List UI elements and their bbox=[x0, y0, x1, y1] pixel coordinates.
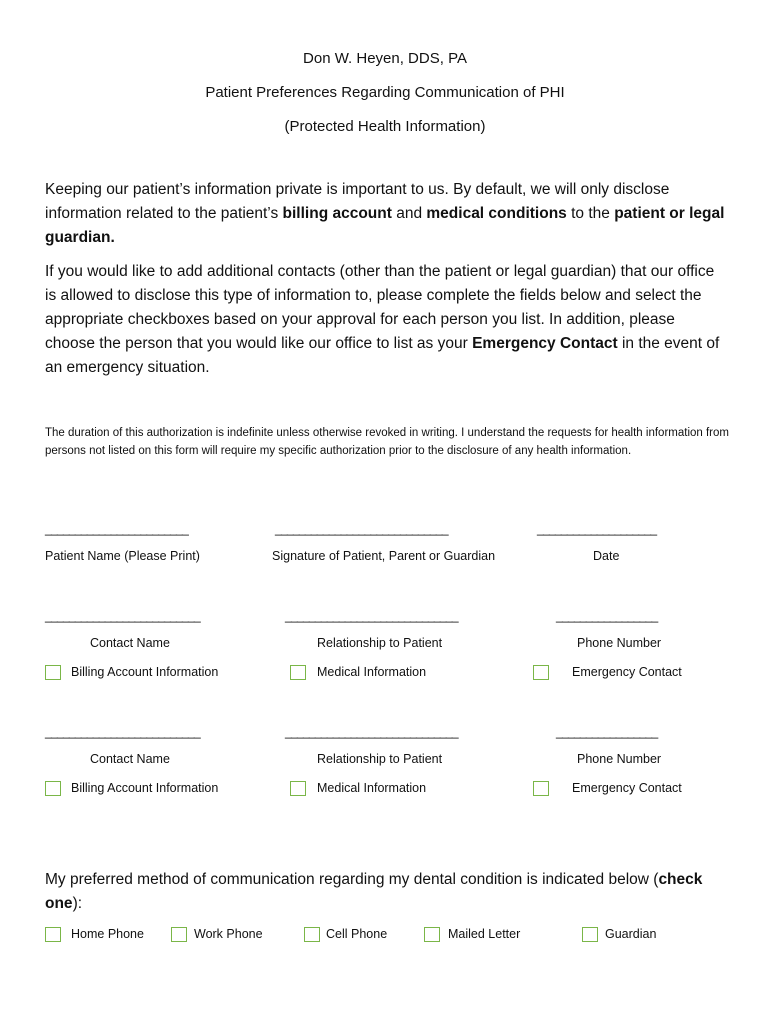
preferred-method-text: My preferred method of communication regarding my dental condition is indicated below (check one): bbox=[45, 871, 703, 912]
billing-account-checkbox[interactable] bbox=[45, 781, 61, 796]
contact-name-label: Contact Name bbox=[90, 636, 170, 650]
emergency-contact-label: Emergency Contact bbox=[572, 665, 682, 679]
phone-number-line[interactable]: _________________ bbox=[556, 725, 658, 739]
work-phone-checkbox[interactable] bbox=[171, 927, 187, 942]
home-phone-label: Home Phone bbox=[71, 927, 144, 941]
form-title: Patient Preferences Regarding Communication of PHI bbox=[205, 84, 565, 101]
contact-name-label: Contact Name bbox=[90, 752, 170, 766]
mailed-letter-checkbox[interactable] bbox=[424, 927, 440, 942]
relationship-label: Relationship to Patient bbox=[317, 636, 443, 650]
medical-information-label: Medical Information bbox=[317, 781, 427, 795]
relationship-line[interactable]: _____________________________ bbox=[285, 609, 458, 623]
guardian-label: Guardian bbox=[605, 927, 657, 941]
phone-number-label: Phone Number bbox=[577, 752, 662, 766]
cell-phone-label: Cell Phone bbox=[326, 927, 388, 941]
patient-name-label: Patient Name (Please Print) bbox=[45, 549, 200, 563]
billing-account-checkbox[interactable] bbox=[45, 665, 61, 680]
form-subtitle: (Protected Health Information) bbox=[284, 118, 486, 135]
billing-account-label: Billing Account Information bbox=[71, 781, 219, 795]
date-label: Date bbox=[593, 549, 620, 563]
intro-paragraph-2: If you would like to add additional contacts (other than the patient or legal guardian) that our office is allowed to disclose this type of information to, please complete the fields below and select the appropriate checkboxes based on your approval for each person you list. In addition, please choose the person that you would like our office to list as your Emergency Contact in the event of an emergency situation. bbox=[45, 263, 720, 376]
contact-name-line[interactable]: __________________________ bbox=[45, 725, 200, 739]
signature-line[interactable]: _____________________________ bbox=[275, 522, 448, 536]
medical-information-checkbox[interactable] bbox=[290, 665, 306, 680]
cell-phone-checkbox[interactable] bbox=[304, 927, 320, 942]
emergency-contact-checkbox[interactable] bbox=[533, 781, 549, 796]
phone-number-line[interactable]: _________________ bbox=[556, 609, 658, 623]
medical-information-checkbox[interactable] bbox=[290, 781, 306, 796]
intro-paragraph-1: Keeping our patient’s information private is important to us. By default, we will only disclose information related to the patient’s billing account and medical conditions to the patient or legal guardian. bbox=[45, 181, 725, 246]
signature-label: Signature of Patient, Parent or Guardian bbox=[272, 549, 496, 563]
home-phone-checkbox[interactable] bbox=[45, 927, 61, 942]
billing-account-label: Billing Account Information bbox=[71, 665, 219, 679]
mailed-letter-label: Mailed Letter bbox=[448, 927, 521, 941]
contact-name-line[interactable]: __________________________ bbox=[45, 609, 200, 623]
guardian-checkbox[interactable] bbox=[582, 927, 598, 942]
authorization-text: The duration of this authorization is indefinite unless otherwise revoked in writing. I understand the requests for health information from persons not listed on this form will require my specific authorization prior to the disclosure of any health information. bbox=[45, 427, 729, 457]
work-phone-label: Work Phone bbox=[194, 927, 263, 941]
phone-number-label: Phone Number bbox=[577, 636, 662, 650]
medical-information-label: Medical Information bbox=[317, 665, 427, 679]
emergency-contact-checkbox[interactable] bbox=[533, 665, 549, 680]
date-line[interactable]: ____________________ bbox=[537, 522, 657, 536]
emergency-contact-label: Emergency Contact bbox=[572, 781, 682, 795]
practice-name: Don W. Heyen, DDS, PA bbox=[303, 50, 467, 67]
patient-name-line[interactable]: ________________________ bbox=[45, 522, 188, 536]
relationship-line[interactable]: _____________________________ bbox=[285, 725, 458, 739]
relationship-label: Relationship to Patient bbox=[317, 752, 443, 766]
